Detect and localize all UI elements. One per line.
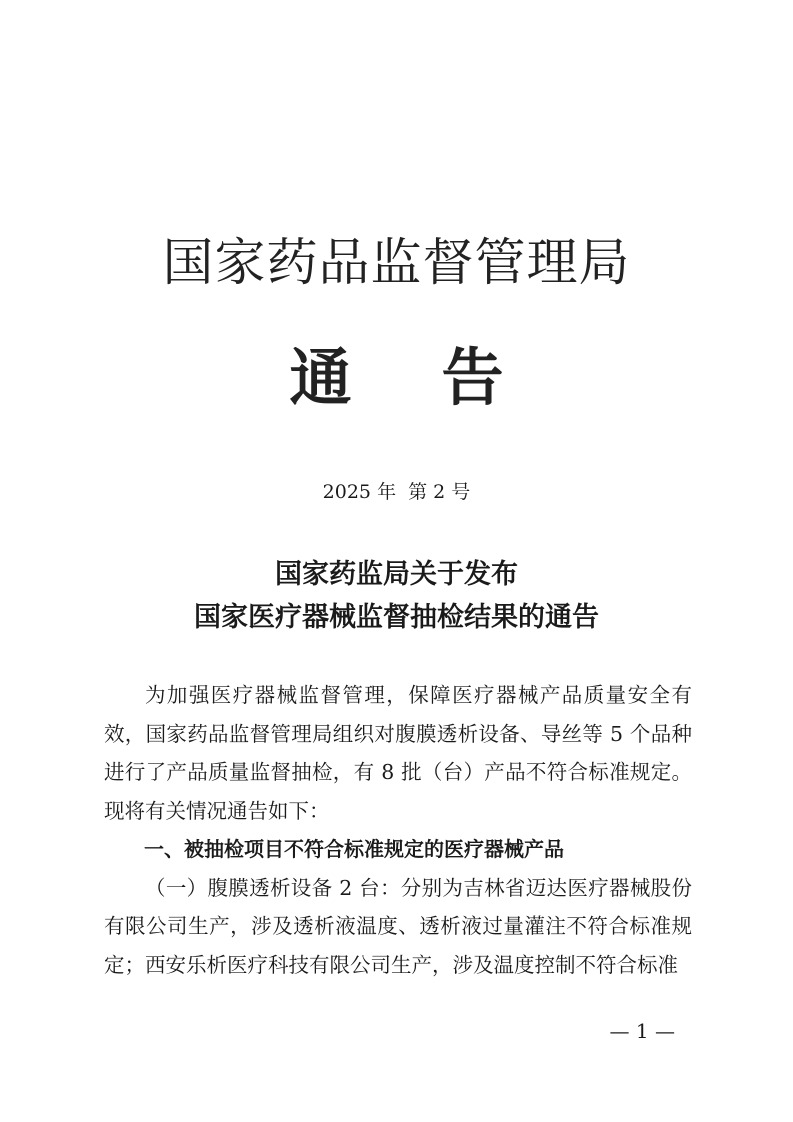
section-heading-1: 一、被抽检项目不符合标准规定的医疗器械产品 — [144, 837, 564, 861]
body-paragraph-1: 为加强医疗器械监督管理，保障医疗器械产品质量安全有效，国家药品监督管理局组织对腹膜透析设备、导丝等 5 个品种进行了产品质量监督抽检，有 8 批（台）产品不符合标准规定。现将有关情况通告如下： — [104, 683, 692, 823]
document-title — [0, 553, 793, 639]
agency-name: 国家药品监督管理局 — [162, 234, 631, 293]
document-body — [104, 676, 692, 984]
document-number: 2025 年 第 2 号 — [322, 481, 471, 503]
body-paragraph-2: （一）腹膜透析设备 2 台：分别为吉林省迈达医疗器械股份有限公司生产，涉及透析液温度、透析液过量灌注不符合标准规定；西安乐析医疗科技有限公司生产，涉及温度控制不符合标准 — [104, 875, 692, 977]
page-number: — 1 — — [609, 1019, 675, 1043]
notice-heading: 通告 — [289, 341, 594, 414]
title-line-2: 国家医疗器械监督抽检结果的通告 — [194, 602, 599, 633]
title-line-1: 国家药监局关于发布 — [275, 559, 518, 590]
